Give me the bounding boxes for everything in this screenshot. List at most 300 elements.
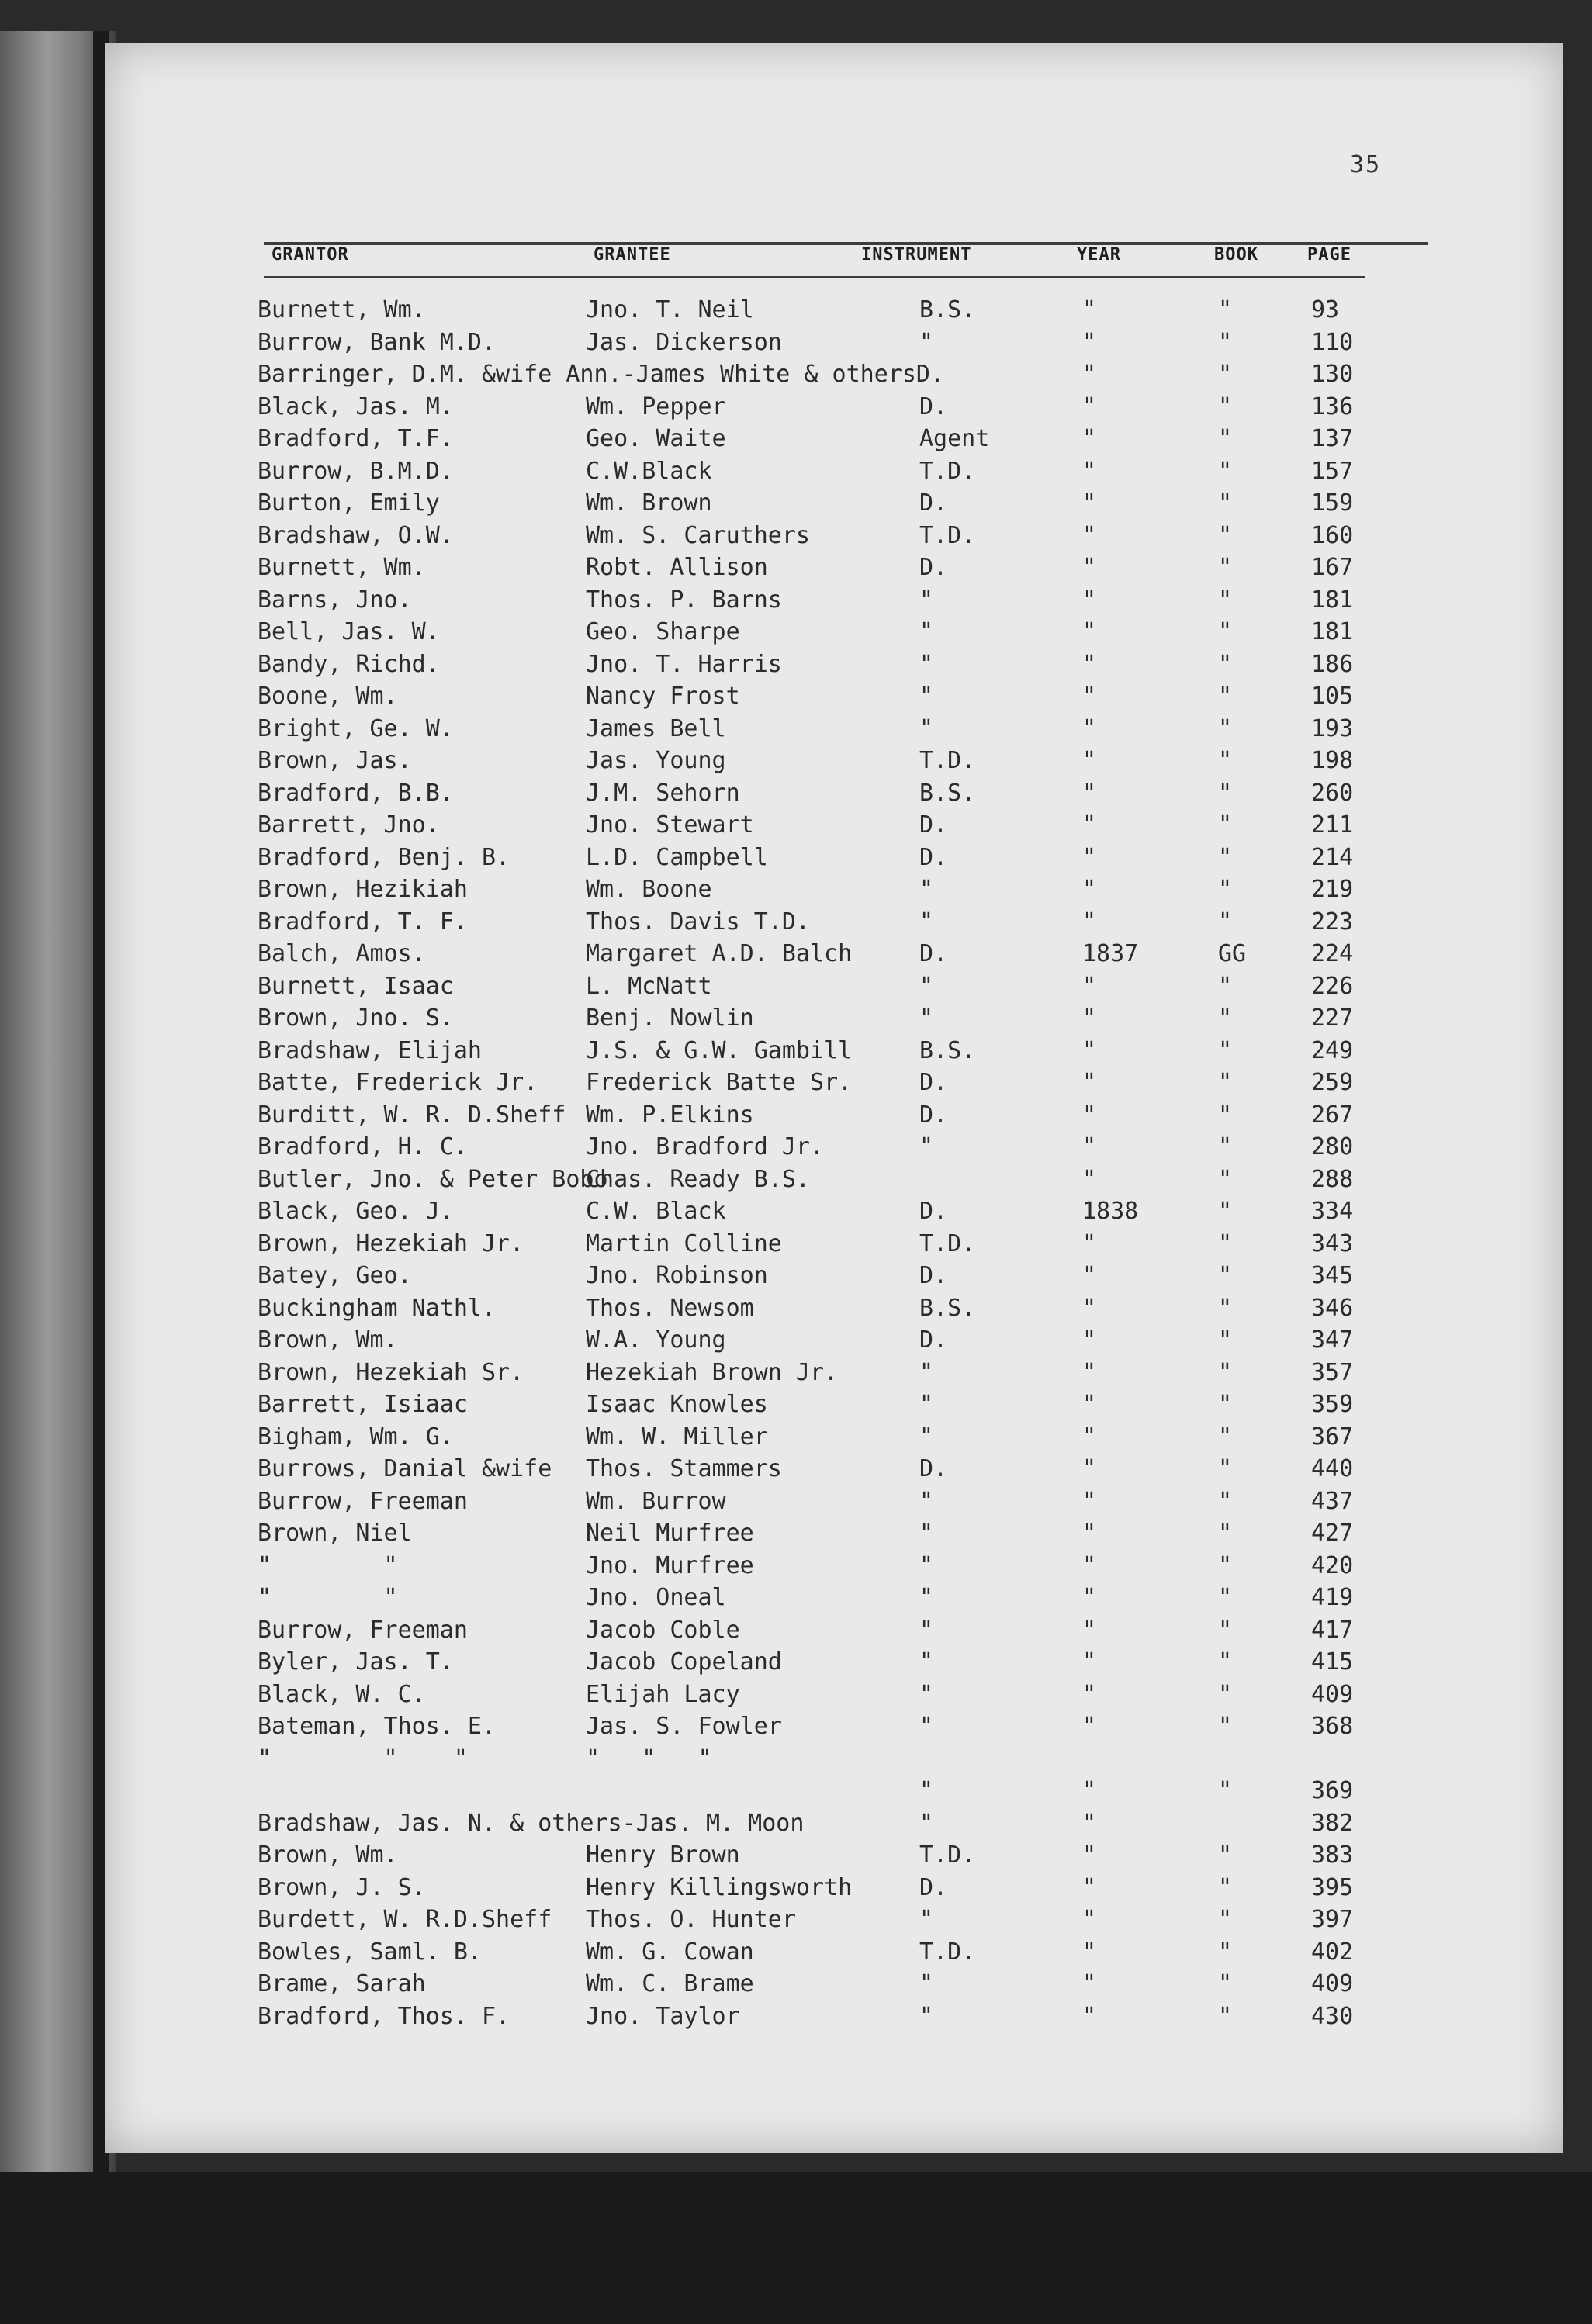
cell-year: " bbox=[1082, 1584, 1097, 1611]
cell-instrument: " bbox=[919, 1713, 934, 1740]
cell-instrument: " bbox=[919, 1520, 934, 1547]
cell-grantor: Burton, Emily bbox=[258, 489, 440, 517]
cell-grantee: Martin Colline bbox=[586, 1229, 782, 1257]
cell-instrument: " bbox=[919, 618, 934, 645]
cell-grantor: Burrow, Freeman bbox=[258, 1487, 468, 1515]
cell-grantee: Robt. Allison bbox=[586, 554, 768, 581]
cell-page: 259 bbox=[1311, 1069, 1354, 1096]
table-row bbox=[0, 1745, 1592, 1778]
cell-page: 345 bbox=[1311, 1262, 1354, 1289]
cell-year: " bbox=[1082, 1391, 1097, 1418]
cell-grantee: Jno. Murfree bbox=[586, 1551, 754, 1579]
table-row bbox=[0, 1874, 1592, 1907]
cell-page: 224 bbox=[1311, 940, 1354, 967]
cell-book: GG bbox=[1218, 940, 1247, 967]
cell-grantor: Batte, Frederick Jr. bbox=[258, 1069, 538, 1096]
cell-page: 409 bbox=[1311, 1680, 1354, 1708]
cell-year: " bbox=[1082, 1777, 1097, 1804]
cell-year: " bbox=[1082, 1423, 1097, 1451]
cell-book: " bbox=[1218, 457, 1233, 485]
table-row bbox=[0, 1810, 1592, 1842]
cell-page: 334 bbox=[1311, 1198, 1354, 1225]
cell-instrument: " bbox=[919, 714, 934, 742]
cell-year: " bbox=[1082, 1680, 1097, 1708]
cell-instrument: " bbox=[919, 1970, 934, 1997]
cell-instrument: " bbox=[919, 1777, 934, 1804]
table-row bbox=[0, 908, 1592, 941]
cell-grantor: Burnett, Wm. bbox=[258, 554, 426, 581]
cell-grantee: Margaret A.D. Balch bbox=[586, 940, 853, 967]
cell-grantee: Jas. S. Fowler bbox=[586, 1713, 782, 1740]
cell-year: " bbox=[1082, 1520, 1097, 1547]
table-row bbox=[0, 1262, 1592, 1295]
cell-grantor: " " " bbox=[258, 1745, 468, 1772]
table-row bbox=[0, 1584, 1592, 1617]
cell-book: " bbox=[1218, 683, 1233, 710]
cell-instrument: " bbox=[919, 1809, 934, 1837]
cell-instrument: D. bbox=[919, 1326, 948, 1354]
cell-page: 193 bbox=[1311, 714, 1354, 742]
cell-grantor: Barringer, D.M. &wife Ann.-James White & othersD. bbox=[258, 361, 945, 388]
cell-book: " bbox=[1218, 1842, 1233, 1869]
cell-year: " bbox=[1082, 1326, 1097, 1354]
table-row bbox=[0, 586, 1592, 619]
cell-book: " bbox=[1218, 296, 1233, 323]
cell-year: " bbox=[1082, 328, 1097, 356]
table-row bbox=[0, 1552, 1592, 1585]
cell-year: " bbox=[1082, 972, 1097, 1000]
cell-grantee: Jno. Stewart bbox=[586, 811, 754, 839]
cell-grantee: Thos. P. Barns bbox=[586, 586, 782, 614]
cell-page: 288 bbox=[1311, 1165, 1354, 1193]
cell-grantee: Jas. Dickerson bbox=[586, 328, 782, 356]
cell-grantor: Bateman, Thos. E. bbox=[258, 1713, 497, 1740]
cell-grantor: Bradford, Benj. B. bbox=[258, 843, 510, 871]
cell-instrument: " bbox=[919, 1906, 934, 1933]
cell-instrument: D. bbox=[919, 811, 948, 839]
cell-book: " bbox=[1218, 1938, 1233, 1966]
cell-page: 137 bbox=[1311, 425, 1354, 452]
cell-year: " bbox=[1082, 296, 1097, 323]
cell-book: " bbox=[1218, 1294, 1233, 1322]
cell-book: " bbox=[1218, 1326, 1233, 1354]
cell-book: " bbox=[1218, 843, 1233, 871]
cell-year: " bbox=[1082, 1906, 1097, 1933]
cell-instrument: " bbox=[919, 876, 934, 903]
cell-grantor: Brown, Wm. bbox=[258, 1326, 398, 1354]
cell-grantee: Henry Brown bbox=[586, 1842, 740, 1869]
cell-grantee: Wm. W. Miller bbox=[586, 1423, 768, 1451]
cell-grantor: Brown, Niel bbox=[258, 1520, 412, 1547]
deed-index-table bbox=[0, 296, 1592, 2035]
cell-grantor: " " bbox=[258, 1551, 398, 1579]
cell-grantee: Jno. Taylor bbox=[586, 2002, 740, 2030]
table-row bbox=[0, 1133, 1592, 1166]
cell-grantee: Hezekiah Brown Jr. bbox=[586, 1358, 839, 1386]
table-row bbox=[0, 1777, 1592, 1810]
header-grantor: GRANTOR bbox=[272, 245, 349, 265]
cell-year: " bbox=[1082, 393, 1097, 420]
cell-page: 226 bbox=[1311, 972, 1354, 1000]
table-row bbox=[0, 683, 1592, 715]
cell-instrument: " bbox=[919, 1584, 934, 1611]
cell-page: 105 bbox=[1311, 683, 1354, 710]
cell-year: " bbox=[1082, 1133, 1097, 1160]
cell-page: 409 bbox=[1311, 1970, 1354, 1997]
cell-grantor: Brown, Hezikiah bbox=[258, 876, 468, 903]
header-instrument: INSTRUMENT bbox=[861, 245, 972, 265]
table-row bbox=[0, 1295, 1592, 1327]
cell-year: " bbox=[1082, 908, 1097, 935]
table-row bbox=[0, 1359, 1592, 1392]
cell-book: " bbox=[1218, 811, 1233, 839]
cell-grantee: C.W.Black bbox=[586, 457, 712, 485]
cell-page: 227 bbox=[1311, 1005, 1354, 1032]
cell-instrument: " bbox=[919, 1423, 934, 1451]
cell-grantor: Brown, Jno. S. bbox=[258, 1005, 454, 1032]
cell-page: 181 bbox=[1311, 586, 1354, 614]
cell-year: " bbox=[1082, 1229, 1097, 1257]
cell-grantee: Chas. Ready B.S. bbox=[586, 1165, 810, 1193]
cell-book: " bbox=[1218, 586, 1233, 614]
header-book: BOOK bbox=[1214, 245, 1258, 265]
cell-grantee: Henry Killingsworth bbox=[586, 1873, 853, 1901]
cell-year: 1837 bbox=[1082, 940, 1139, 967]
cell-grantor: Byler, Jas. T. bbox=[258, 1648, 454, 1676]
cell-grantor: Barrett, Isiaac bbox=[258, 1391, 468, 1418]
cell-year: 1838 bbox=[1082, 1198, 1139, 1225]
cell-book: " bbox=[1218, 1358, 1233, 1386]
cell-grantor: Buckingham Nathl. bbox=[258, 1294, 497, 1322]
cell-grantor: Brown, Hezekiah Sr. bbox=[258, 1358, 524, 1386]
cell-instrument: T.D. bbox=[919, 747, 976, 774]
cell-book: " bbox=[1218, 1198, 1233, 1225]
cell-instrument: B.S. bbox=[919, 296, 976, 323]
table-row bbox=[0, 329, 1592, 361]
table-row bbox=[0, 1423, 1592, 1456]
header-page: PAGE bbox=[1307, 245, 1351, 265]
table-row bbox=[0, 747, 1592, 780]
cell-grantee: J.M. Sehorn bbox=[586, 779, 740, 807]
cell-page: 382 bbox=[1311, 1809, 1354, 1837]
cell-grantor: Burrow, B.M.D. bbox=[258, 457, 454, 485]
cell-grantee: Wm. G. Cowan bbox=[586, 1938, 754, 1966]
cell-instrument: D. bbox=[919, 1262, 948, 1289]
cell-instrument: T.D. bbox=[919, 457, 976, 485]
cell-grantee: Wm. P.Elkins bbox=[586, 1101, 754, 1129]
cell-grantor: Burnett, Wm. bbox=[258, 296, 426, 323]
cell-page: 136 bbox=[1311, 393, 1354, 420]
cell-year: " bbox=[1082, 1455, 1097, 1482]
cell-book: " bbox=[1218, 1229, 1233, 1257]
cell-year: " bbox=[1082, 1294, 1097, 1322]
cell-grantee: Jacob Coble bbox=[586, 1616, 740, 1644]
cell-grantor: Burditt, W. R. D.Sheff bbox=[258, 1101, 566, 1129]
table-row bbox=[0, 811, 1592, 844]
cell-instrument: " bbox=[919, 1680, 934, 1708]
cell-page: 420 bbox=[1311, 1551, 1354, 1579]
table-row bbox=[0, 1391, 1592, 1423]
cell-grantee: Thos. Davis T.D. bbox=[586, 908, 810, 935]
table-row bbox=[0, 1005, 1592, 1037]
cell-year: " bbox=[1082, 1101, 1097, 1129]
cell-instrument: D. bbox=[919, 940, 948, 967]
cell-grantor: Brown, Wm. bbox=[258, 1842, 398, 1869]
cell-book: " bbox=[1218, 521, 1233, 549]
cell-grantee: Jno. Bradford Jr. bbox=[586, 1133, 825, 1160]
cell-grantee: Thos. Newsom bbox=[586, 1294, 754, 1322]
cell-book: " bbox=[1218, 1520, 1233, 1547]
cell-grantor: Bradford, Thos. F. bbox=[258, 2002, 510, 2030]
cell-book: " bbox=[1218, 1455, 1233, 1482]
cell-book: " bbox=[1218, 1648, 1233, 1676]
cell-year: " bbox=[1082, 650, 1097, 678]
cell-instrument: T.D. bbox=[919, 1842, 976, 1869]
cell-page: 430 bbox=[1311, 2002, 1354, 2030]
cell-page: 160 bbox=[1311, 521, 1354, 549]
cell-year: " bbox=[1082, 1616, 1097, 1644]
cell-grantee: Neil Murfree bbox=[586, 1520, 754, 1547]
table-row bbox=[0, 1906, 1592, 1938]
cell-year: " bbox=[1082, 361, 1097, 388]
cell-instrument: " bbox=[919, 586, 934, 614]
table-row bbox=[0, 1230, 1592, 1263]
cell-year: " bbox=[1082, 1551, 1097, 1579]
table-row bbox=[0, 2003, 1592, 2035]
cell-instrument: B.S. bbox=[919, 779, 976, 807]
cell-grantor: Burrows, Danial &wife bbox=[258, 1455, 552, 1482]
cell-grantor: Bright, Ge. W. bbox=[258, 714, 454, 742]
cell-grantor: Batey, Geo. bbox=[258, 1262, 412, 1289]
cell-book: " bbox=[1218, 1616, 1233, 1644]
cell-year: " bbox=[1082, 489, 1097, 517]
cell-book: " bbox=[1218, 1680, 1233, 1708]
cell-instrument: " bbox=[919, 328, 934, 356]
cell-book: " bbox=[1218, 779, 1233, 807]
cell-grantor: Bradshaw, O.W. bbox=[258, 521, 454, 549]
table-row bbox=[0, 458, 1592, 490]
cell-page: 440 bbox=[1311, 1455, 1354, 1482]
cell-grantee: Wm. S. Caruthers bbox=[586, 521, 810, 549]
cell-page: 368 bbox=[1311, 1713, 1354, 1740]
cell-grantor: Balch, Amos. bbox=[258, 940, 426, 967]
cell-year: " bbox=[1082, 586, 1097, 614]
cell-book: " bbox=[1218, 1713, 1233, 1740]
cell-grantee: Wm. Burrow bbox=[586, 1487, 726, 1515]
cell-page: 280 bbox=[1311, 1133, 1354, 1160]
table-row bbox=[0, 651, 1592, 683]
cell-page: 369 bbox=[1311, 1777, 1354, 1804]
cell-page: 214 bbox=[1311, 843, 1354, 871]
cell-instrument: " bbox=[919, 1487, 934, 1515]
cell-year: " bbox=[1082, 618, 1097, 645]
cell-year: " bbox=[1082, 1358, 1097, 1386]
cell-year: " bbox=[1082, 714, 1097, 742]
cell-grantee: C.W. Black bbox=[586, 1198, 726, 1225]
cell-grantee: Geo. Waite bbox=[586, 425, 726, 452]
cell-grantee: Wm. C. Brame bbox=[586, 1970, 754, 1997]
cell-year: " bbox=[1082, 1938, 1097, 1966]
table-row bbox=[0, 1455, 1592, 1488]
cell-page: 417 bbox=[1311, 1616, 1354, 1644]
cell-grantee: Jno. T. Neil bbox=[586, 296, 754, 323]
cell-grantee: Wm. Boone bbox=[586, 876, 712, 903]
table-row bbox=[0, 618, 1592, 651]
cell-grantee: Frederick Batte Sr. bbox=[586, 1069, 853, 1096]
cell-book: " bbox=[1218, 1005, 1233, 1032]
cell-grantor: Bradford, T. F. bbox=[258, 908, 468, 935]
table-row bbox=[0, 489, 1592, 522]
cell-grantee: James Bell bbox=[586, 714, 726, 742]
cell-book: " bbox=[1218, 972, 1233, 1000]
cell-grantee: J.S. & G.W. Gambill bbox=[586, 1036, 853, 1064]
page-number: 35 bbox=[1350, 151, 1382, 178]
cell-year: " bbox=[1082, 1262, 1097, 1289]
cell-grantee: Jno. T. Harris bbox=[586, 650, 782, 678]
cell-grantor: Brame, Sarah bbox=[258, 1970, 426, 1997]
cell-year: " bbox=[1082, 1487, 1097, 1515]
cell-instrument: B.S. bbox=[919, 1294, 976, 1322]
cell-page: 367 bbox=[1311, 1423, 1354, 1451]
cell-year: " bbox=[1082, 1648, 1097, 1676]
cell-page: 437 bbox=[1311, 1487, 1354, 1515]
table-row bbox=[0, 1488, 1592, 1520]
cell-book: " bbox=[1218, 489, 1233, 517]
cell-page: 181 bbox=[1311, 618, 1354, 645]
cell-instrument: " bbox=[919, 2002, 934, 2030]
table-row bbox=[0, 296, 1592, 329]
cell-page: 346 bbox=[1311, 1294, 1354, 1322]
cell-instrument: " bbox=[919, 972, 934, 1000]
cell-grantor: Bigham, Wm. G. bbox=[258, 1423, 454, 1451]
cell-year: " bbox=[1082, 2002, 1097, 2030]
cell-year: " bbox=[1082, 1036, 1097, 1064]
cell-book: " bbox=[1218, 1262, 1233, 1289]
cell-grantee: Jno. Oneal bbox=[586, 1584, 726, 1611]
cell-page: 186 bbox=[1311, 650, 1354, 678]
table-row bbox=[0, 393, 1592, 426]
cell-grantor: Brown, Jas. bbox=[258, 747, 412, 774]
cell-book: " bbox=[1218, 1551, 1233, 1579]
cell-book: " bbox=[1218, 425, 1233, 452]
cell-page: 383 bbox=[1311, 1842, 1354, 1869]
cell-page: 157 bbox=[1311, 457, 1354, 485]
table-row bbox=[0, 1520, 1592, 1552]
cell-grantor: Black, Geo. J. bbox=[258, 1198, 454, 1225]
cell-page: 110 bbox=[1311, 328, 1354, 356]
cell-instrument: D. bbox=[919, 1069, 948, 1096]
table-row bbox=[0, 1938, 1592, 1971]
cell-year: " bbox=[1082, 457, 1097, 485]
table-row bbox=[0, 522, 1592, 555]
cell-instrument: B.S. bbox=[919, 1036, 976, 1064]
cell-page: 211 bbox=[1311, 811, 1354, 839]
cell-grantor: Brown, J. S. bbox=[258, 1873, 426, 1901]
cell-page: 267 bbox=[1311, 1101, 1354, 1129]
cell-book: " bbox=[1218, 361, 1233, 388]
cell-year: " bbox=[1082, 554, 1097, 581]
cell-grantor: Bell, Jas. W. bbox=[258, 618, 440, 645]
header-grantee: GRANTEE bbox=[594, 245, 671, 265]
cell-grantor: Barns, Jno. bbox=[258, 586, 412, 614]
cell-grantor: Black, W. C. bbox=[258, 1680, 426, 1708]
cell-year: " bbox=[1082, 779, 1097, 807]
cell-instrument: " bbox=[919, 1551, 934, 1579]
cell-grantor: Burrow, Freeman bbox=[258, 1616, 468, 1644]
cell-grantor: Bradford, H. C. bbox=[258, 1133, 468, 1160]
cell-year: " bbox=[1082, 1842, 1097, 1869]
cell-page: 260 bbox=[1311, 779, 1354, 807]
table-row bbox=[0, 1326, 1592, 1359]
cell-instrument: D. bbox=[919, 1873, 948, 1901]
table-row bbox=[0, 1842, 1592, 1874]
cell-page: 359 bbox=[1311, 1391, 1354, 1418]
table-row bbox=[0, 1037, 1592, 1070]
table-row bbox=[0, 1069, 1592, 1101]
cell-year: " bbox=[1082, 1809, 1097, 1837]
cell-book: " bbox=[1218, 1423, 1233, 1451]
cell-instrument: Agent bbox=[919, 425, 990, 452]
cell-book: " bbox=[1218, 1873, 1233, 1901]
header-year: YEAR bbox=[1077, 245, 1121, 265]
cell-page: 159 bbox=[1311, 489, 1354, 517]
cell-grantor: Burnett, Isaac bbox=[258, 972, 454, 1000]
cell-book: " bbox=[1218, 1101, 1233, 1129]
table-row bbox=[0, 1713, 1592, 1745]
table-row bbox=[0, 780, 1592, 812]
cell-instrument: D. bbox=[919, 554, 948, 581]
cell-grantee: Wm. Pepper bbox=[586, 393, 726, 420]
cell-page: 249 bbox=[1311, 1036, 1354, 1064]
cell-instrument: " bbox=[919, 1358, 934, 1386]
cell-page: 395 bbox=[1311, 1873, 1354, 1901]
cell-year: " bbox=[1082, 683, 1097, 710]
cell-page: 347 bbox=[1311, 1326, 1354, 1354]
cell-grantor: Bradshaw, Jas. N. & others-Jas. M. Moon bbox=[258, 1809, 805, 1837]
table-row bbox=[0, 554, 1592, 586]
cell-page: 397 bbox=[1311, 1906, 1354, 1933]
cell-instrument: D. bbox=[919, 489, 948, 517]
cell-year: " bbox=[1082, 747, 1097, 774]
cell-book: " bbox=[1218, 393, 1233, 420]
cell-page: 427 bbox=[1311, 1520, 1354, 1547]
cell-year: " bbox=[1082, 1713, 1097, 1740]
cell-instrument: D. bbox=[919, 1198, 948, 1225]
cell-instrument: " bbox=[919, 1133, 934, 1160]
table-row bbox=[0, 1681, 1592, 1714]
cell-book: " bbox=[1218, 1777, 1233, 1804]
cell-grantee: Geo. Sharpe bbox=[586, 618, 740, 645]
table-row bbox=[0, 1166, 1592, 1198]
cell-page: 419 bbox=[1311, 1584, 1354, 1611]
cell-grantee: Elijah Lacy bbox=[586, 1680, 740, 1708]
cell-page: 415 bbox=[1311, 1648, 1354, 1676]
cell-book: " bbox=[1218, 650, 1233, 678]
cell-year: " bbox=[1082, 843, 1097, 871]
cell-page: 198 bbox=[1311, 747, 1354, 774]
cell-year: " bbox=[1082, 1970, 1097, 1997]
cell-instrument: D. bbox=[919, 393, 948, 420]
cell-grantee: W.A. Young bbox=[586, 1326, 726, 1354]
table-row bbox=[0, 1101, 1592, 1134]
cell-book: " bbox=[1218, 1069, 1233, 1096]
table-row bbox=[0, 361, 1592, 393]
cell-page: 167 bbox=[1311, 554, 1354, 581]
cell-book: " bbox=[1218, 1970, 1233, 1997]
cell-instrument: " bbox=[919, 908, 934, 935]
cell-instrument: " bbox=[919, 1616, 934, 1644]
cell-instrument: T.D. bbox=[919, 1938, 976, 1966]
